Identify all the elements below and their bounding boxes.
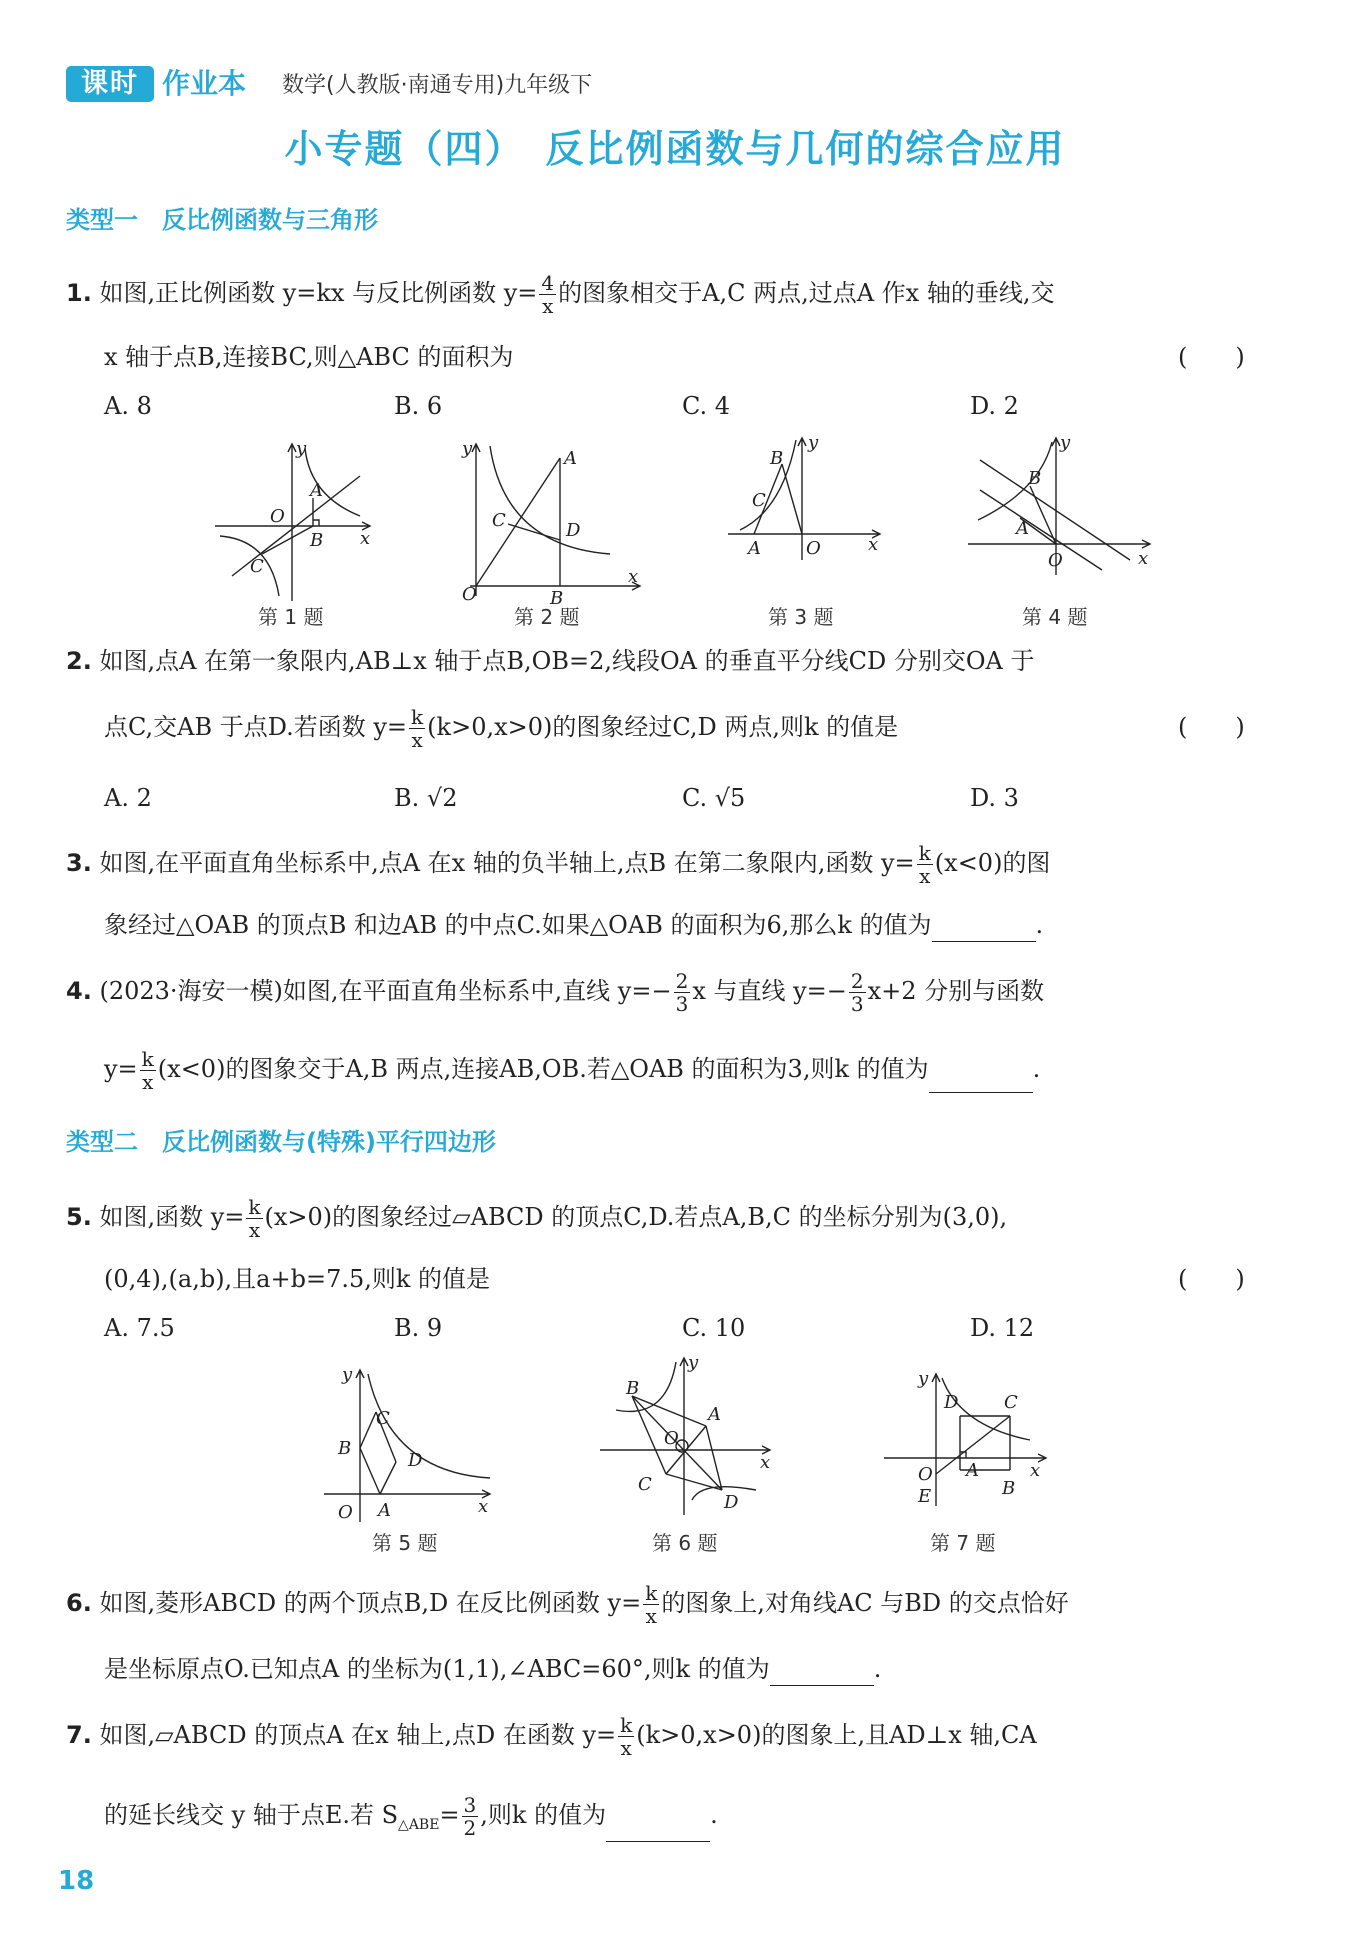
fraction: $\frac{2}{3}$ — [850, 969, 864, 1016]
answer-paren: ( ) — [1178, 1265, 1245, 1293]
question-2-line-1: 2. 如图,点A 在第一象限内,AB⊥x 轴于点B,OB=2,线段OA 的垂直平分线CD 分别交OA 于 — [66, 647, 1035, 675]
svg-text:y: y — [1060, 432, 1071, 453]
figure-6 — [596, 1350, 776, 1520]
caption-fig-2: 第 2 题 — [514, 605, 580, 629]
svg-text:B: B — [626, 1378, 640, 1399]
svg-text:y: y — [688, 1352, 699, 1373]
answer-blank[interactable] — [770, 1659, 874, 1686]
svg-text:x: x — [478, 1496, 489, 1517]
svg-text:B: B — [550, 588, 564, 606]
svg-text:x: x — [868, 534, 879, 555]
page-title: 小专题（四） 反比例函数与几何的综合应用 — [284, 127, 1066, 171]
svg-text:B: B — [770, 448, 784, 469]
answer-blank[interactable] — [932, 915, 1036, 942]
figure-2 — [450, 436, 650, 606]
svg-text:O: O — [918, 1464, 933, 1485]
svg-text:O: O — [462, 584, 477, 605]
figure-3 — [720, 430, 890, 570]
label-a: A — [310, 480, 323, 501]
label-b: B — [310, 530, 324, 551]
svg-text:x: x — [760, 1452, 771, 1473]
book-name: 作业本 — [162, 67, 247, 100]
option-c: C. √5 — [682, 784, 746, 812]
svg-text:B: B — [1028, 468, 1042, 489]
label-o: O — [270, 506, 285, 527]
svg-text:O: O — [806, 538, 821, 559]
answer-blank[interactable] — [929, 1066, 1033, 1093]
svg-text:x: x — [1030, 1460, 1041, 1481]
answer-blank[interactable] — [606, 1815, 710, 1842]
section-type-2: 类型二 反比例函数与(特殊)平行四边形 — [66, 1128, 496, 1156]
svg-text:O: O — [664, 1428, 679, 1449]
svg-text:E: E — [918, 1486, 932, 1507]
svg-text:A: A — [748, 538, 761, 559]
option-b: B. 9 — [394, 1314, 443, 1342]
fraction: $\frac{k}{x}$ — [620, 1713, 633, 1760]
caption-fig-4: 第 4 题 — [1022, 605, 1088, 629]
option-b: B. 6 — [394, 392, 443, 420]
question-4-line-2: y= $\frac{k}{x}$ (x<0)的图象交于A,B 两点,连接AB,OB.若△OAB 的面积为3,则k 的值为 . — [104, 1047, 1041, 1094]
fraction: $\frac{k}{x}$ — [645, 1581, 658, 1628]
svg-text:B: B — [338, 1438, 352, 1459]
option-c: C. 4 — [682, 392, 731, 420]
option-a: A. 2 — [104, 784, 152, 812]
svg-text:D: D — [408, 1450, 423, 1471]
question-3-line-1: 3. 如图,在平面直角坐标系中,点A 在x 轴的负半轴上,点B 在第二象限内,函数 y= $\frac{k}{x}$ (x<0)的图 — [66, 841, 1051, 888]
label-c: C — [250, 556, 264, 577]
svg-text:A: A — [564, 448, 577, 469]
option-a: A. 8 — [104, 392, 152, 420]
question-7-line-1: 7. 如图,▱ABCD 的顶点A 在x 轴上,点D 在函数 y= $\frac{k}{x}$ (k>0,x>0)的图象上,且AD⊥x 轴,CA — [66, 1713, 1037, 1760]
question-3-line-2: 象经过△OAB 的顶点B 和边AB 的中点C.如果△OAB 的面积为6,那么k 的值为 . — [104, 908, 1043, 942]
svg-text:y: y — [342, 1364, 353, 1385]
svg-text:A: A — [708, 1404, 721, 1425]
figure-5 — [320, 1362, 500, 1532]
svg-text:D: D — [566, 520, 581, 541]
question-2-line-2: 点C,交AB 于点D.若函数 y= $\frac{k}{x}$ (k>0,x>0)的图象经过C,D 两点,则k 的值是 — [104, 705, 899, 752]
answer-paren: ( ) — [1178, 713, 1245, 741]
figure-7 — [880, 1366, 1060, 1526]
svg-text:O: O — [338, 1502, 353, 1523]
svg-text:C: C — [492, 510, 506, 531]
option-c: C. 10 — [682, 1314, 746, 1342]
question-1-line-1: 1. 如图,正比例函数 y=kx 与反比例函数 y= $\frac{4}{x}$ 的图象相交于A,C 两点,过点A 作x 轴的垂线,交 — [66, 271, 1055, 318]
answer-paren: ( ) — [1178, 343, 1245, 371]
question-1-line-2: x 轴于点B,连接BC,则△ABC 的面积为 — [104, 343, 514, 371]
fraction: $\frac{3}{2}$ — [463, 1793, 477, 1840]
caption-fig-1: 第 1 题 — [258, 605, 324, 629]
question-number: 1. — [66, 279, 92, 307]
caption-fig-5: 第 5 题 — [372, 1531, 438, 1555]
option-d: D. 2 — [970, 392, 1019, 420]
figure-1 — [210, 436, 380, 606]
question-5-line-2: (0,4),(a,b),且a+b=7.5,则k 的值是 — [104, 1265, 491, 1293]
svg-text:x: x — [628, 566, 639, 587]
svg-text:x: x — [1138, 548, 1149, 569]
option-d: D. 3 — [970, 784, 1019, 812]
subject-line: 数学(人教版·南通专用)九年级下 — [282, 73, 593, 98]
label-y: y — [296, 438, 307, 459]
caption-fig-6: 第 6 题 — [652, 1531, 718, 1555]
svg-text:A: A — [378, 1500, 391, 1521]
fraction: $\frac{4}{x}$ — [541, 271, 555, 318]
section-type-1: 类型一 反比例函数与三角形 — [66, 206, 378, 234]
svg-text:D: D — [944, 1392, 959, 1413]
label-x: x — [360, 528, 371, 549]
caption-fig-3: 第 3 题 — [768, 605, 834, 629]
svg-text:C: C — [752, 490, 766, 511]
page-number: 18 — [58, 1866, 95, 1896]
question-7-line-2: 的延长线交 y 轴于点E.若 $S_{\triangle ABE}=$ $\frac{3}{2}$ ,则k 的值为 . — [104, 1793, 718, 1840]
logo: 课时 — [66, 66, 154, 102]
svg-text:A: A — [966, 1460, 979, 1481]
fraction: $\frac{2}{3}$ — [675, 969, 689, 1016]
svg-text:y: y — [808, 432, 819, 453]
svg-text:O: O — [1048, 550, 1063, 571]
svg-text:D: D — [724, 1492, 739, 1513]
question-5-line-1: 5. 如图,函数 y= $\frac{k}{x}$ (x>0)的图象经过▱ABCD 的顶点C,D.若点A,B,C 的坐标分别为(3,0), — [66, 1195, 1008, 1242]
fraction: $\frac{k}{x}$ — [411, 705, 424, 752]
question-6-line-2: 是坐标原点O.已知点A 的坐标为(1,1),∠ABC=60°,则k 的值为 . — [104, 1652, 881, 1686]
svg-text:B: B — [1002, 1478, 1016, 1499]
caption-fig-7: 第 7 题 — [930, 1531, 996, 1555]
figure-4 — [960, 430, 1160, 580]
option-a: A. 7.5 — [104, 1314, 175, 1342]
svg-text:C: C — [1004, 1392, 1018, 1413]
svg-text:A: A — [1016, 518, 1029, 539]
question-6-line-1: 6. 如图,菱形ABCD 的两个顶点B,D 在反比例函数 y= $\frac{k}{x}$ 的图象上,对角线AC 与BD 的交点恰好 — [66, 1581, 1069, 1628]
svg-text:y: y — [918, 1368, 929, 1389]
question-4-line-1: 4. (2023·海安一模)如图,在平面直角坐标系中,直线 y=− $\frac{2}{3}$ x 与直线 y=− $\frac{2}{3}$ x+2 分别与函数 — [66, 969, 1045, 1016]
svg-text:y: y — [462, 438, 473, 459]
svg-text:C: C — [376, 1408, 390, 1429]
fraction: $\frac{k}{x}$ — [248, 1195, 261, 1242]
svg-text:C: C — [638, 1474, 652, 1495]
fraction: $\frac{k}{x}$ — [918, 841, 931, 888]
option-d: D. 12 — [970, 1314, 1035, 1342]
option-b: B. √2 — [394, 784, 458, 812]
fraction: $\frac{k}{x}$ — [141, 1047, 154, 1094]
